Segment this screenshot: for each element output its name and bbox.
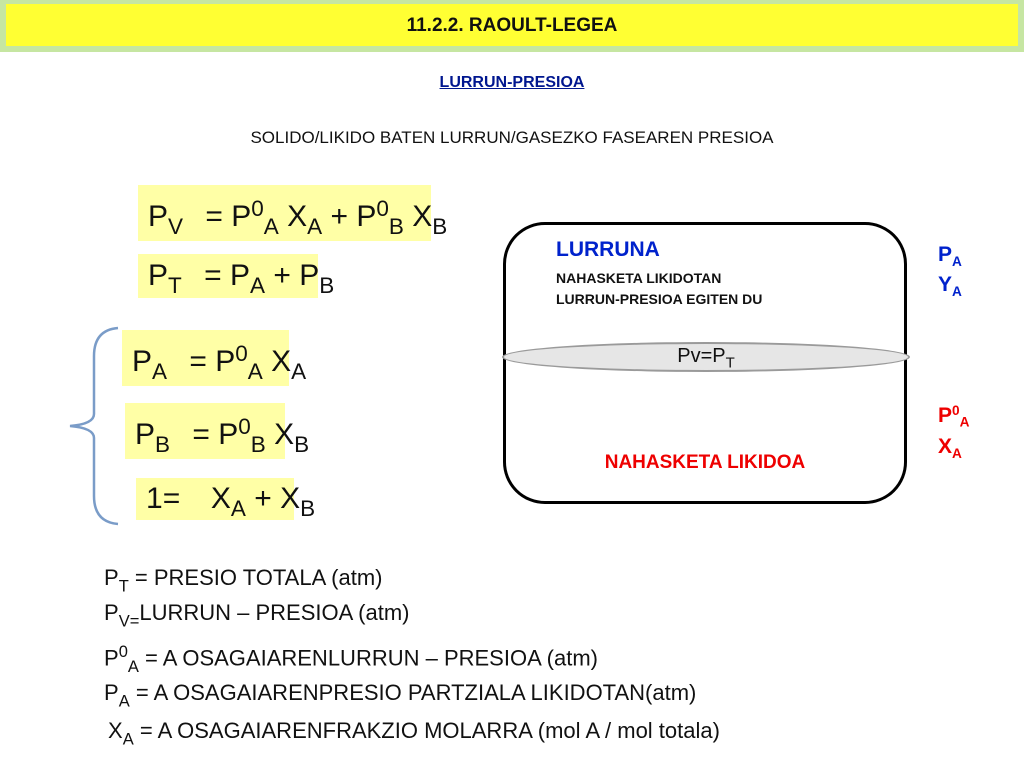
side-label-xa: $X_A$: [938, 435, 962, 461]
definition-p0a: $P^0_A = A$ OSAGAIARENLURRUN – PRESIOA (atm): [104, 643, 598, 676]
equation-pv: $P_V = P^0_A$ $X_A + P^0_B$ $X_B$: [138, 185, 431, 241]
definition-pv: $P_{V=}LURRUN$ – PRESIOA (atm): [104, 600, 410, 631]
vapor-title: LURRUNA: [556, 238, 660, 261]
vapor-text-line1: NAHASKETA LIKIDOTAN: [556, 270, 722, 286]
liquid-title: NAHASKETA LIKIDOA: [604, 452, 806, 473]
definition-xa: $X_A = A$ OSAGAIARENFRAKZIO MOLARRA (mol A / mol totala): [108, 718, 720, 749]
description: SOLIDO/LIKIDO BATEN LURRUN/GASEZKO FASEAREN PRESIOA: [250, 128, 774, 147]
definition-pa: $P_A = A$ OSAGAIARENPRESIO PARTZIALA LIKIDOTAN(atm): [104, 680, 697, 711]
definition-pt: $P_T$ = PRESIO TOTALA (atm): [104, 565, 383, 596]
surface-label: $Pv=P_T$: [677, 345, 735, 372]
side-label-pa: $P_A$: [938, 243, 962, 269]
brace-icon: [66, 326, 122, 526]
equation-pb: $P_B = P^0_B$ $X_B$: [125, 403, 285, 459]
vapor-text-line2: LURRUN-PRESIOA EGITEN DU: [556, 291, 763, 307]
equation-pt: $P_T = P_A + P_B$: [138, 254, 318, 298]
equation-pa: $P_A = P^0_A$ $X_A$: [122, 330, 289, 386]
side-label-ya: $Y_A$: [938, 273, 962, 299]
subtitle: LURRUN-PRESIOA: [439, 74, 585, 91]
side-label-p0a: $P^0_A$: [938, 403, 970, 430]
title-bar: [0, 0, 1024, 52]
page-title: 11.2.2. RAOULT-LEGEA: [6, 4, 1018, 46]
equation-sum: $1= X_A + X_B$: [136, 478, 294, 520]
